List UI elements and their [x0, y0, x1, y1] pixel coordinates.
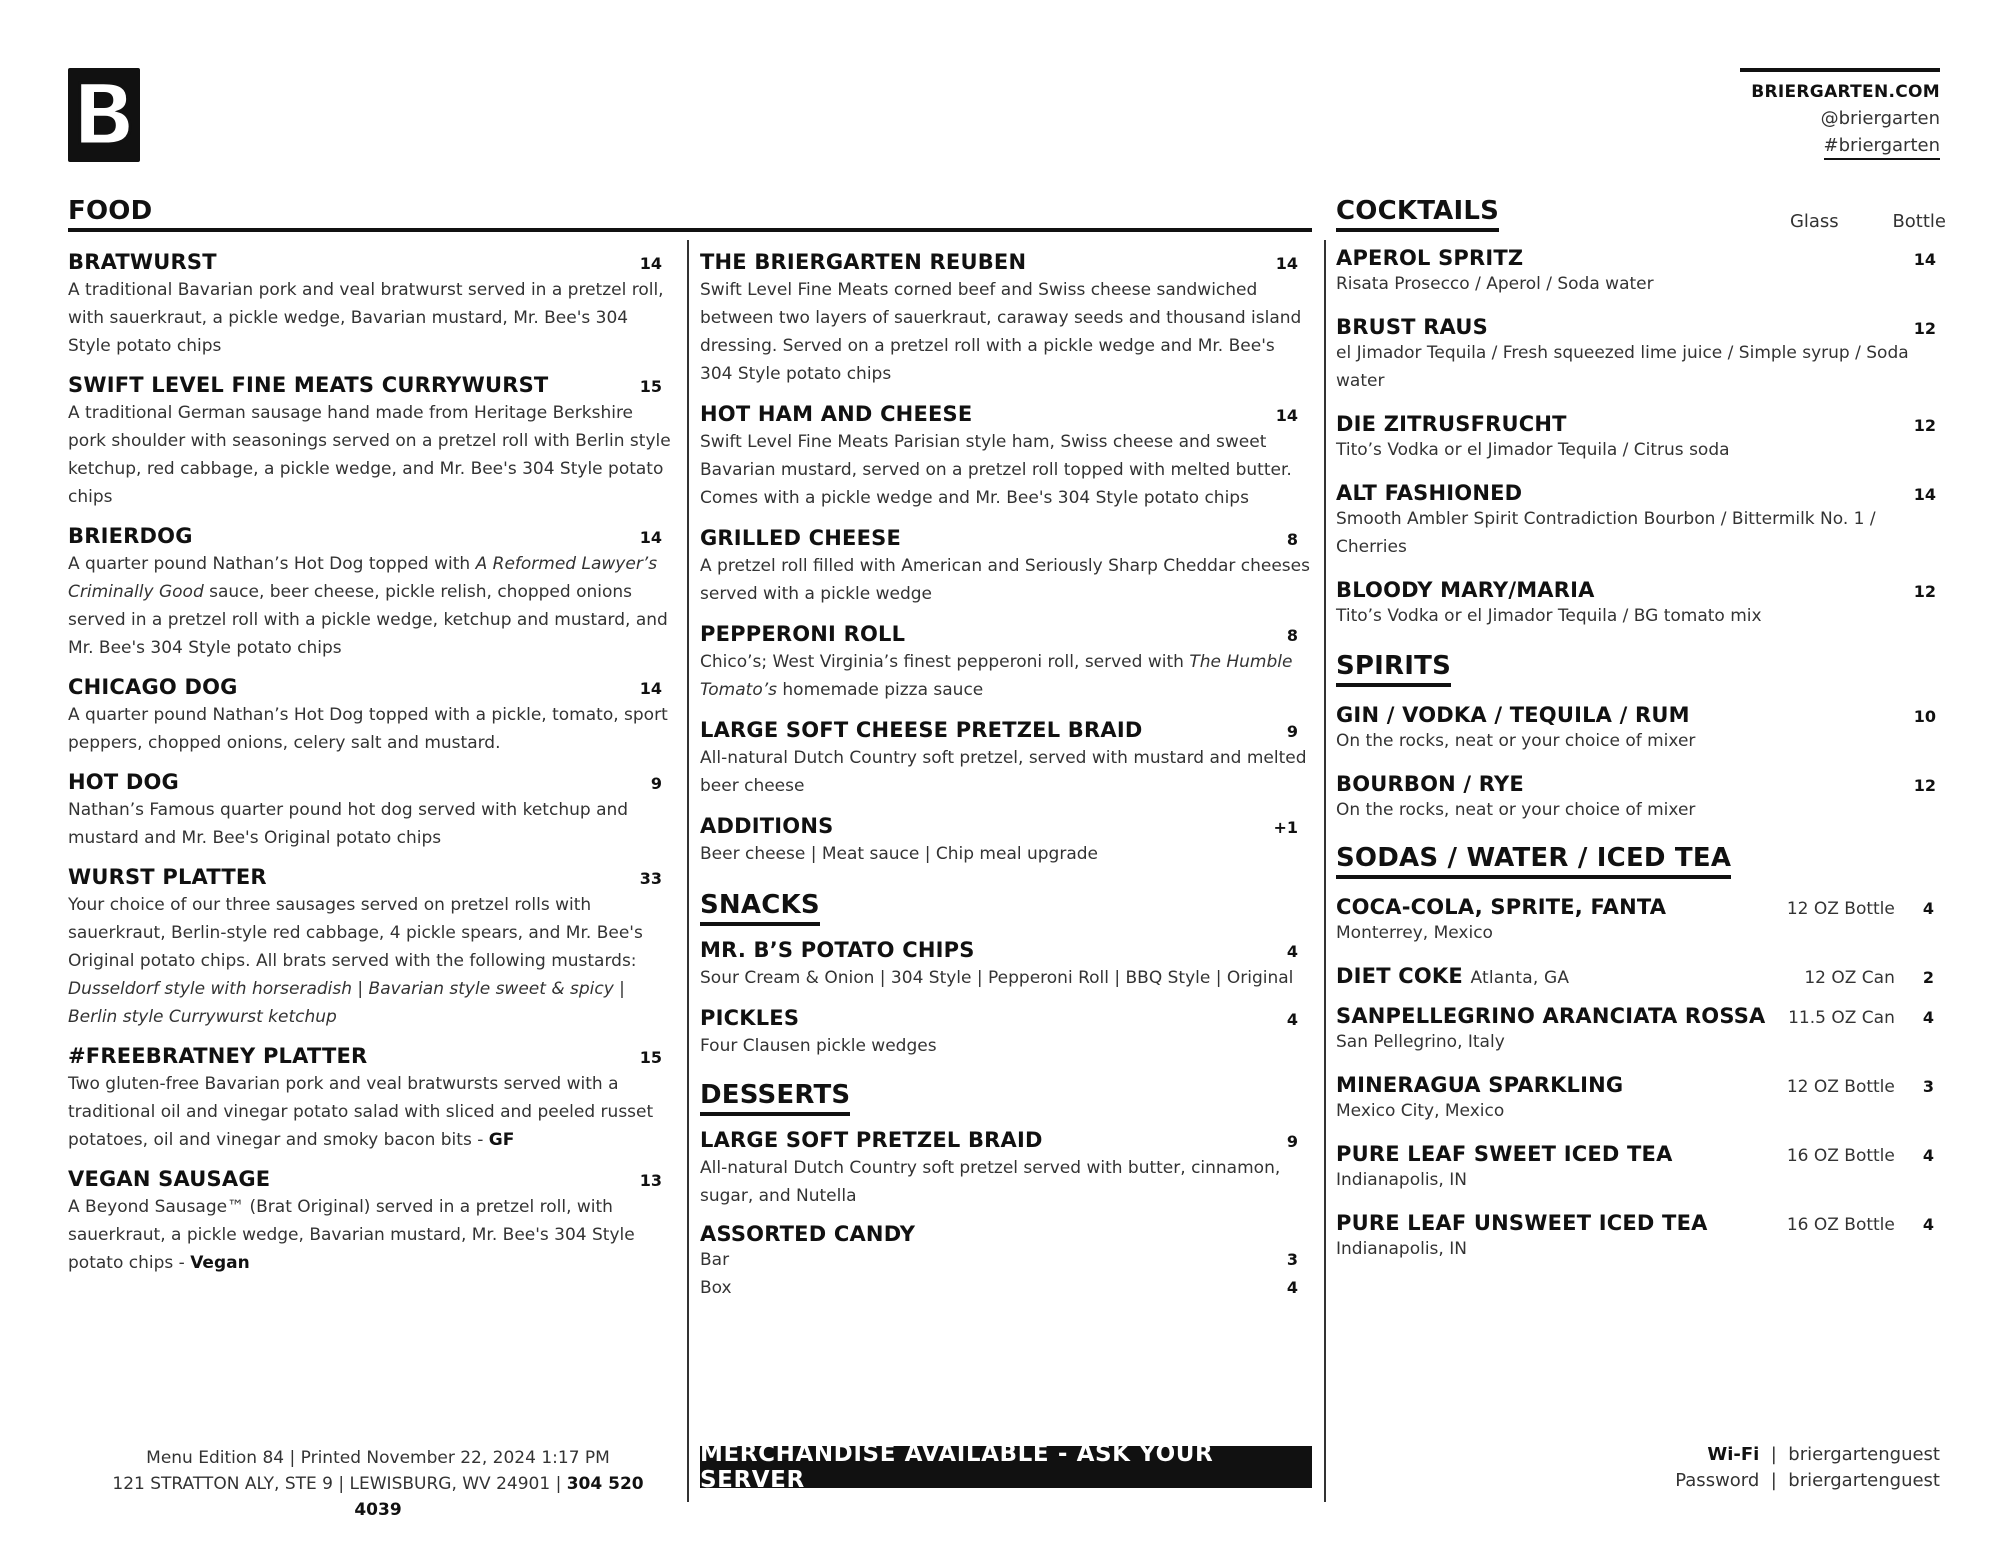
drink-item: [1336, 481, 1948, 561]
drink-item: [1336, 412, 1948, 464]
desc-text: Swift Level Fine Meats Parisian style ham, Swiss cheese and sweet Bavarian mustard, served on a pretzel roll topped with melted butter. Comes with a pickle wedge and Mr. Bee's 304 Style potato chips: [700, 432, 1292, 508]
drink-item: [1336, 772, 1948, 824]
soda-header: [1336, 964, 1948, 988]
soda-size: 12 OZ Bottle: [1786, 899, 1895, 919]
item-price: 14: [639, 254, 662, 273]
bottle-column-label: Bottle: [1892, 211, 1946, 232]
soda-price: 4: [1922, 1215, 1934, 1234]
phone-number[interactable]: 304 520 4039: [354, 1474, 644, 1520]
candy-row-box: [700, 1274, 1310, 1302]
item-header: [700, 814, 1310, 838]
desc-text: All-natural Dutch Country soft pretzel served with butter, cinnamon, sugar, and Nutella: [700, 1158, 1281, 1206]
item-header: [700, 402, 1310, 426]
item-description: [68, 1193, 674, 1277]
soda-name: [1336, 1004, 1766, 1028]
item-price: 14: [1275, 406, 1298, 425]
soda-header: [1336, 1073, 1948, 1097]
desc-text: Chico’s; West Virginia’s finest pepperoni roll, served with: [700, 652, 1184, 672]
soda-header: [1336, 1211, 1948, 1235]
drink-name: ALT FASHIONED: [1336, 481, 1523, 505]
drink-price: 14: [1913, 250, 1936, 269]
item-header: [700, 1128, 1310, 1152]
diet-tag: GF: [488, 1130, 515, 1150]
soda-header: [1336, 895, 1948, 919]
drink-header: [1336, 412, 1948, 436]
soda-item: [1336, 1004, 1948, 1056]
password-label: Password: [1675, 1470, 1760, 1491]
drink-name: GIN / VODKA / TEQUILA / RUM: [1336, 703, 1690, 727]
soda-price: 4: [1922, 899, 1934, 918]
item-price: 14: [1275, 254, 1298, 273]
item-header: [700, 526, 1310, 550]
desc-text: Your choice of our three sausages served on pretzel rolls with sauerkraut, Berlin-style red cabbage, 4 pickle spears, and Mr. Bee's Original potato chips. All brats served with the following mustards:: [68, 895, 643, 971]
drink-name: APEROL SPRITZ: [1336, 246, 1524, 270]
drink-header: [1336, 246, 1948, 270]
hashtag: #briergarten: [1824, 135, 1940, 160]
desc-text: A quarter pound Nathan’s Hot Dog topped with: [68, 554, 476, 574]
item-description: [700, 840, 1310, 868]
drink-description: On the rocks, neat or your choice of mixer: [1336, 731, 1696, 751]
soda-origin: Mexico City, Mexico: [1336, 1101, 1505, 1121]
drink-item: [1336, 578, 1948, 630]
menu-item: [700, 250, 1310, 388]
item-header: [68, 865, 674, 889]
drink-price: 14: [1913, 485, 1936, 504]
drink-description: Smooth Ambler Spirit Contradiction Bourbon / Bittermilk No. 1 / Cherries: [1336, 509, 1876, 557]
item-description: [700, 428, 1310, 512]
merchandise-banner: MERCHANDISE AVAILABLE - ASK YOUR SERVER: [700, 1446, 1312, 1488]
desc-text: Four Clausen pickle wedges: [700, 1036, 937, 1056]
drink-price: 12: [1913, 582, 1936, 601]
spirits-section-title: SPIRITS: [1336, 651, 1451, 687]
soda-header: [1336, 1004, 1948, 1028]
soda-origin: Monterrey, Mexico: [1336, 923, 1493, 943]
column-divider: [1324, 240, 1326, 1502]
item-description: [68, 399, 674, 511]
item-price: 9: [1286, 722, 1298, 741]
soda-size: 12 OZ Bottle: [1786, 1077, 1895, 1097]
item-header: [68, 770, 674, 794]
desc-text: A quarter pound Nathan’s Hot Dog topped with a pickle, tomato, sport peppers, chopped onions, celery salt and mustard.: [68, 705, 668, 753]
item-description: [68, 276, 674, 360]
soda-size: 12 OZ Can: [1804, 968, 1895, 988]
cocktails-section-title: COCKTAILS: [1336, 196, 1499, 232]
item-name: ASSORTED CANDY: [700, 1222, 916, 1246]
soda-item: [1336, 1073, 1948, 1125]
menu-item: [68, 373, 674, 511]
desc-text: A Beyond Sausage™ (Brat Original) served in a pretzel roll, with sauerkraut, a pickle wedge, Bavarian mustard, Mr. Bee's 304 Style potato chips -: [68, 1197, 635, 1273]
drink-price: 12: [1913, 319, 1936, 338]
desc-text: A traditional German sausage hand made from Heritage Berkshire pork shoulder with seasonings served on a pretzel roll with Berlin style ketchup, red cabbage, a pickle wedge, and Mr. Bee's 304 Style potato chips: [68, 403, 671, 507]
desc-italic: The Humble Tomato’s: [700, 652, 1293, 700]
item-price: 13: [639, 1171, 662, 1190]
item-price: 9: [650, 774, 662, 793]
wifi-info: [1675, 1442, 1940, 1494]
drink-header: [1336, 578, 1948, 602]
desc-text: All-natural Dutch Country soft pretzel, served with mustard and melted beer cheese: [700, 748, 1307, 796]
food-column-left: [68, 250, 674, 1290]
soda-name-text: DIET COKE: [1336, 964, 1463, 988]
item-header: [68, 675, 674, 699]
wifi-password: | briergartenguest: [1759, 1470, 1940, 1491]
menu-item: [68, 524, 674, 662]
item-header: [700, 622, 1310, 646]
menu-item: [68, 1167, 674, 1277]
wifi-label: Wi-Fi: [1707, 1444, 1760, 1465]
item-name: #FREEBRATNEY PLATTER: [68, 1044, 368, 1068]
candy-label: Bar: [700, 1250, 730, 1270]
item-name: PICKLES: [700, 1006, 800, 1030]
menu-item: [68, 250, 674, 360]
soda-name: [1336, 895, 1666, 919]
candy-row-bar: [700, 1246, 1310, 1274]
item-header: [700, 718, 1310, 742]
address: 121 STRATTON ALY, STE 9 | LEWISBURG, WV 24901 |: [112, 1474, 567, 1494]
item-name: MR. B’S POTATO CHIPS: [700, 938, 975, 962]
desc-italic: A Reformed Lawyer’s Criminally Good: [68, 554, 658, 602]
item-name: CHICAGO DOG: [68, 675, 238, 699]
item-price: 4: [1286, 1010, 1298, 1029]
soda-name: [1336, 1073, 1623, 1097]
desc-text: Nathan’s Famous quarter pound hot dog served with ketchup and mustard and Mr. Bee's Original potato chips: [68, 800, 629, 848]
drink-name: BOURBON / RYE: [1336, 772, 1524, 796]
item-name: BRIERDOG: [68, 524, 193, 548]
item-description: [700, 552, 1310, 608]
item-name: LARGE SOFT CHEESE PRETZEL BRAID: [700, 718, 1143, 742]
menu-item: [700, 718, 1310, 800]
menu-item: [68, 865, 674, 1031]
soda-item: [1336, 964, 1948, 988]
drink-header: [1336, 772, 1948, 796]
soda-size: 11.5 OZ Can: [1788, 1008, 1895, 1028]
drink-description: el Jimador Tequila / Fresh squeezed lime juice / Simple syrup / Soda water: [1336, 343, 1909, 391]
item-name: BRATWURST: [68, 250, 217, 274]
soda-origin: Indianapolis, IN: [1336, 1170, 1467, 1190]
drink-price: 10: [1913, 707, 1936, 726]
soda-price: 4: [1922, 1008, 1934, 1027]
desc-italic: Dusseldorf style with horseradish | Bavarian style sweet & spicy | Berlin style Currywurst ketchup: [68, 979, 625, 1027]
logo-letter: B: [71, 68, 137, 162]
drink-name: BRUST RAUS: [1336, 315, 1488, 339]
drink-item: [1336, 246, 1948, 298]
item-description: [700, 1032, 1310, 1060]
drink-price: 12: [1913, 416, 1936, 435]
item-description: [700, 648, 1310, 704]
item-name: VEGAN SAUSAGE: [68, 1167, 271, 1191]
soda-size: 16 OZ Bottle: [1786, 1146, 1895, 1166]
drink-name: BLOODY MARY/MARIA: [1336, 578, 1595, 602]
item-description: [68, 891, 674, 1031]
drink-name: DIE ZITRUSFRUCHT: [1336, 412, 1567, 436]
item-description: [700, 964, 1310, 992]
item-price: 8: [1286, 626, 1298, 645]
drink-header: [1336, 481, 1948, 505]
contact-block: [1740, 68, 1940, 160]
menu-item: [700, 814, 1310, 868]
soda-item: [1336, 1142, 1948, 1194]
item-price: 15: [639, 1048, 662, 1067]
menu-item: [68, 675, 674, 757]
item-price: 4: [1286, 942, 1298, 961]
item-name: THE BRIERGARTEN REUBEN: [700, 250, 1027, 274]
soda-name-text: SANPELLEGRINO ARANCIATA ROSSA: [1336, 1004, 1766, 1028]
soda-name: [1336, 1142, 1673, 1166]
soda-name-text: MINERAGUA SPARKLING: [1336, 1073, 1624, 1097]
desc-text: Beer cheese | Meat sauce | Chip meal upgrade: [700, 844, 1099, 864]
item-price: 9: [1286, 1132, 1298, 1151]
item-header: [68, 1044, 674, 1068]
menu-item: [68, 770, 674, 852]
desc-text: sauce, beer cheese, pickle relish, chopped onions served in a pretzel roll with a pickle wedge, ketchup and mustard, and Mr. Bee's 304 Style potato chips: [68, 582, 668, 658]
diet-tag: Vegan: [190, 1253, 250, 1273]
menu-item: [700, 526, 1310, 608]
soda-price: 3: [1922, 1077, 1934, 1096]
candy-label: Box: [700, 1278, 732, 1298]
desc-text: Sour Cream & Onion | 304 Style | Pepperoni Roll | BBQ Style | Original: [700, 968, 1294, 988]
item-name: ADDITIONS: [700, 814, 834, 838]
menu-item: [700, 938, 1310, 992]
soda-name: [1336, 964, 1569, 988]
item-price: 15: [639, 377, 662, 396]
item-price: 14: [639, 528, 662, 547]
food-section-title: FOOD: [68, 196, 1312, 232]
menu-item: [700, 1222, 1310, 1302]
drink-price: 12: [1913, 776, 1936, 795]
item-name: HOT HAM AND CHEESE: [700, 402, 973, 426]
glass-column-label: Glass: [1789, 211, 1839, 232]
social-handle: @briergarten: [1820, 108, 1940, 129]
item-price: 8: [1286, 530, 1298, 549]
drink-description: Tito’s Vodka or el Jimador Tequila / BG tomato mix: [1336, 606, 1762, 626]
candy-price: 3: [1286, 1250, 1298, 1269]
column-divider: [687, 240, 689, 1502]
soda-origin: Indianapolis, IN: [1336, 1239, 1467, 1259]
wifi-network: | briergartenguest: [1759, 1444, 1940, 1465]
item-description: [700, 1154, 1310, 1210]
drink-item: [1336, 315, 1948, 395]
drink-header: [1336, 315, 1948, 339]
item-header: [700, 1006, 1310, 1030]
drink-description: On the rocks, neat or your choice of mixer: [1336, 800, 1696, 820]
item-description: [68, 701, 674, 757]
item-price: 14: [639, 679, 662, 698]
menu-item: [700, 622, 1310, 704]
footer-info: [88, 1445, 668, 1523]
snacks-section-title: SNACKS: [700, 890, 820, 926]
soda-item: [1336, 895, 1948, 947]
drink-description: Risata Prosecco / Aperol / Soda water: [1336, 274, 1654, 294]
sodas-section-title: SODAS / WATER / ICED TEA: [1336, 843, 1731, 879]
desc-text: Two gluten-free Bavarian pork and veal bratwursts served with a traditional oil and vinegar potato salad with sliced and peeled russet potatoes, oil and vinegar and smoky bacon bits -: [68, 1074, 654, 1150]
item-description: [68, 796, 674, 852]
item-description: [700, 744, 1310, 800]
item-price: +1: [1273, 818, 1298, 837]
website-link[interactable]: BRIERGARTEN.COM: [1751, 82, 1940, 102]
menu-item: [700, 1006, 1310, 1060]
desc-text: Swift Level Fine Meats corned beef and Swiss cheese sandwiched between two layers of sauerkraut, caraway seeds and thousand island dressing. Served on a pretzel roll with a pickle wedge and Mr. Bee's 304 Style potato chips: [700, 280, 1302, 384]
soda-header: [1336, 1142, 1948, 1166]
soda-name-text: PURE LEAF UNSWEET ICED TEA: [1336, 1211, 1708, 1235]
item-name: HOT DOG: [68, 770, 179, 794]
desserts-section-title: DESSERTS: [700, 1080, 850, 1116]
item-name: LARGE SOFT PRETZEL BRAID: [700, 1128, 1043, 1152]
brand-logo: [68, 68, 140, 162]
drink-item: [1336, 703, 1948, 755]
menu-edition: Menu Edition 84 | Printed November 22, 2024 1:17 PM: [146, 1448, 610, 1468]
candy-price: 4: [1286, 1278, 1298, 1297]
item-header: [68, 1167, 674, 1191]
soda-origin: Atlanta, GA: [1470, 968, 1570, 988]
desc-text: A traditional Bavarian pork and veal bratwurst served in a pretzel roll, with sauerkraut, a pickle wedge, Bavarian mustard, Mr. Bee's 304 Style potato chips: [68, 280, 664, 356]
item-price: 33: [639, 869, 662, 888]
desc-text: homemade pizza sauce: [777, 680, 984, 700]
soda-name: [1336, 1211, 1708, 1235]
soda-origin: San Pellegrino, Italy: [1336, 1032, 1505, 1052]
soda-name-text: COCA-COLA, SPRITE, FANTA: [1336, 895, 1667, 919]
item-header: [68, 524, 674, 548]
item-header: [700, 250, 1310, 274]
desc-text: A pretzel roll filled with American and Seriously Sharp Cheddar cheeses served with a pickle wedge: [700, 556, 1310, 604]
menu-item: [700, 1128, 1310, 1210]
soda-price: 4: [1922, 1146, 1934, 1165]
item-description: [700, 276, 1310, 388]
menu-item: [700, 402, 1310, 512]
soda-item: [1336, 1211, 1948, 1263]
item-description: [68, 1070, 674, 1154]
item-header: [68, 373, 674, 397]
item-name: WURST PLATTER: [68, 865, 267, 889]
soda-name-text: PURE LEAF SWEET ICED TEA: [1336, 1142, 1673, 1166]
food-column-middle: [700, 250, 1310, 1316]
item-name: PEPPERONI ROLL: [700, 622, 906, 646]
drink-header: [1336, 703, 1948, 727]
item-description: [68, 550, 674, 662]
item-header: [700, 938, 1310, 962]
drink-description: Tito’s Vodka or el Jimador Tequila / Citrus soda: [1336, 440, 1730, 460]
menu-item: [68, 1044, 674, 1154]
item-name: SWIFT LEVEL FINE MEATS CURRYWURST: [68, 373, 549, 397]
soda-size: 16 OZ Bottle: [1786, 1215, 1895, 1235]
item-name: GRILLED CHEESE: [700, 526, 902, 550]
item-header: [68, 250, 674, 274]
soda-price: 2: [1922, 968, 1934, 987]
drinks-column: [1336, 196, 1948, 1280]
